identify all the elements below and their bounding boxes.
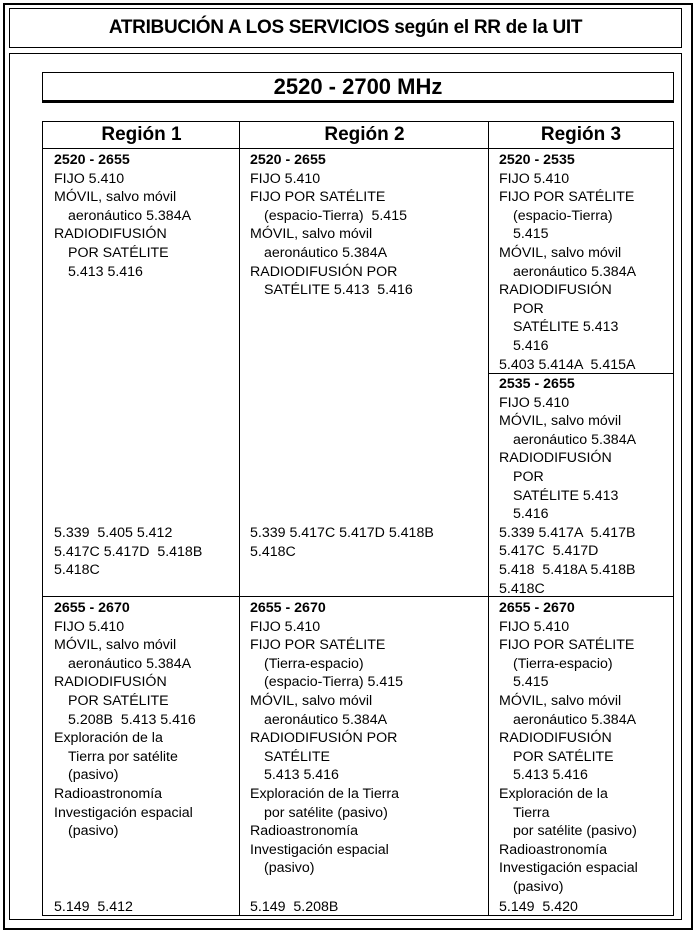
service-line: aeronáutico 5.384A <box>264 244 388 261</box>
service-line: POR SATÉLITE <box>68 692 169 709</box>
service-line: FIJO POR SATÉLITE <box>499 189 635 206</box>
service-line: (espacio-Tierra) 5.415 <box>264 674 404 691</box>
service-line: MÓVIL, salvo móvil <box>250 692 373 709</box>
page-title: ATRIBUCIÓN A LOS SERVICIOS según el RR de la UIT <box>9 8 682 48</box>
cell-r3-bottom-footnotes <box>499 898 578 917</box>
service-line: RADIODIFUSIÓN <box>499 282 612 299</box>
column-divider-1 <box>239 122 240 915</box>
service-line: aeronáutico 5.384A <box>68 207 192 224</box>
service-line: Exploración de la <box>54 730 163 747</box>
service-line: Tierra por satélite <box>68 748 178 765</box>
service-line: aeronáutico 5.384A <box>264 711 388 728</box>
footnote-line: 5.339 5.405 5.412 <box>54 525 173 541</box>
cell-r1-top-footnotes <box>54 524 202 580</box>
footnote-line: 5.418C <box>54 562 100 579</box>
frequency-range: 2520 - 2655 <box>54 152 130 168</box>
service-line: Investigación espacial <box>499 860 638 877</box>
service-line: MÓVIL, salvo móvil <box>499 244 622 261</box>
service-line: Investigación espacial <box>250 841 389 858</box>
cell-r2-top-footnotes <box>250 524 434 561</box>
service-line: Exploración de la <box>499 785 608 802</box>
service-line: (pasivo) <box>68 767 119 784</box>
service-line: POR <box>513 300 544 317</box>
service-line: 5.418C <box>499 580 545 597</box>
service-line: FIJO POR SATÉLITE <box>499 637 635 654</box>
service-line: (Tierra-espacio) <box>513 655 613 672</box>
cell-r3-bottom <box>499 599 638 897</box>
cell-r2-top <box>250 151 413 300</box>
service-line: aeronáutico 5.384A <box>68 655 192 672</box>
header-region-1: Región 1 <box>43 122 240 149</box>
footnote-line: 5.149 5.208B <box>250 899 339 915</box>
service-line: Tierra <box>513 804 550 821</box>
service-line: FIJO 5.410 <box>499 170 570 187</box>
cell-r1-bottom-footnotes <box>54 898 133 917</box>
service-line: aeronáutico 5.384A <box>513 711 637 728</box>
service-line: 5.416 <box>513 337 549 354</box>
column-divider-2 <box>488 122 489 915</box>
service-line: POR SATÉLITE <box>513 748 614 765</box>
service-line: RADIODIFUSIÓN POR <box>250 730 398 747</box>
service-line: FIJO 5.410 <box>250 170 321 187</box>
footnote-line: 5.418C <box>250 543 296 560</box>
service-line: Radioastronomía <box>250 823 359 840</box>
service-line: POR <box>513 468 544 485</box>
service-line: 5.413 5.416 <box>513 767 588 784</box>
service-line: FIJO 5.410 <box>499 618 570 635</box>
service-line: MÓVIL, salvo móvil <box>499 692 622 709</box>
service-line: SATÉLITE 5.413 <box>513 487 619 504</box>
service-line: por satélite (pasivo) <box>513 823 637 840</box>
service-line: Radioastronomía <box>499 841 608 858</box>
service-line: 5.415 <box>513 674 549 691</box>
service-line: FIJO 5.410 <box>54 170 125 187</box>
cell-r3-b <box>499 375 636 598</box>
footnote-line: 5.149 5.412 <box>54 899 133 915</box>
service-line: 5.416 <box>513 506 549 523</box>
service-line: MÓVIL, salvo móvil <box>54 637 177 654</box>
service-line: (pasivo) <box>68 823 119 840</box>
service-line: 5.208B 5.413 5.416 <box>68 711 196 728</box>
cell-r1-top <box>54 151 191 281</box>
frequency-range: 2655 - 2670 <box>250 600 326 616</box>
service-line: aeronáutico 5.384A <box>513 263 637 280</box>
service-line: (pasivo) <box>264 860 315 877</box>
allocation-table <box>42 121 674 916</box>
service-line: MÓVIL, salvo móvil <box>499 413 622 430</box>
frequency-range: 2535 - 2655 <box>499 376 575 392</box>
cell-r2-bottom-footnotes <box>250 898 338 917</box>
service-line: FIJO 5.410 <box>499 394 570 411</box>
cell-r1-bottom <box>54 599 196 841</box>
service-line: 5.413 5.416 <box>264 767 339 784</box>
service-line: MÓVIL, salvo móvil <box>54 189 177 206</box>
service-line: (Tierra-espacio) <box>264 655 364 672</box>
frequency-range: 2520 - 2535 <box>499 152 575 168</box>
footnote-line: 5.149 5.420 <box>499 899 578 915</box>
service-line: 5.417C 5.417D <box>499 543 599 560</box>
service-line: FIJO POR SATÉLITE <box>250 637 386 654</box>
footnote-line: 5.339 5.417C 5.417D 5.418B <box>250 525 434 541</box>
cell-r3-a <box>499 151 636 374</box>
header-region-3: Región 3 <box>489 122 673 149</box>
service-line: (espacio-Tierra) <box>513 207 613 224</box>
service-line: aeronáutico 5.384A <box>513 431 637 448</box>
frequency-range: 2520 - 2655 <box>250 152 326 168</box>
service-line: FIJO 5.410 <box>250 618 321 635</box>
service-line: Radioastronomía <box>54 785 163 802</box>
frequency-range: 2655 - 2670 <box>54 600 130 616</box>
footnote-line: 5.417C 5.417D 5.418B <box>54 543 203 560</box>
service-line: por satélite (pasivo) <box>264 804 388 821</box>
service-line: MÓVIL, salvo móvil <box>250 226 373 243</box>
service-line: (espacio-Tierra) 5.415 <box>264 207 407 224</box>
service-line: RADIODIFUSIÓN <box>54 674 167 691</box>
service-line: 5.403 5.414A 5.415A <box>499 356 636 373</box>
service-line: FIJO 5.410 <box>54 618 125 635</box>
service-line: POR SATÉLITE <box>68 244 169 261</box>
service-line: RADIODIFUSIÓN POR <box>250 263 398 280</box>
service-line: 5.413 5.416 <box>68 263 143 280</box>
service-line: SATÉLITE 5.413 <box>513 319 619 336</box>
service-line: RADIODIFUSIÓN <box>499 730 612 747</box>
service-line: Investigación espacial <box>54 804 193 821</box>
service-line: 5.339 5.417A 5.417B <box>499 524 636 541</box>
service-line: 5.418 5.418A 5.418B <box>499 561 636 578</box>
service-line: Exploración de la Tierra <box>250 785 400 802</box>
service-line: FIJO POR SATÉLITE <box>250 189 386 206</box>
header-region-2: Región 2 <box>240 122 489 149</box>
frequency-range: 2655 - 2670 <box>499 600 575 616</box>
frequency-band-title: 2520 - 2700 MHz <box>42 72 674 103</box>
service-line: RADIODIFUSIÓN <box>499 450 612 467</box>
service-line: SATÉLITE 5.413 5.416 <box>264 282 413 299</box>
service-line: 5.415 <box>513 226 549 243</box>
service-line: RADIODIFUSIÓN <box>54 226 167 243</box>
cell-r2-bottom <box>250 599 403 878</box>
service-line: SATÉLITE <box>264 748 330 765</box>
service-line: (pasivo) <box>513 878 564 895</box>
